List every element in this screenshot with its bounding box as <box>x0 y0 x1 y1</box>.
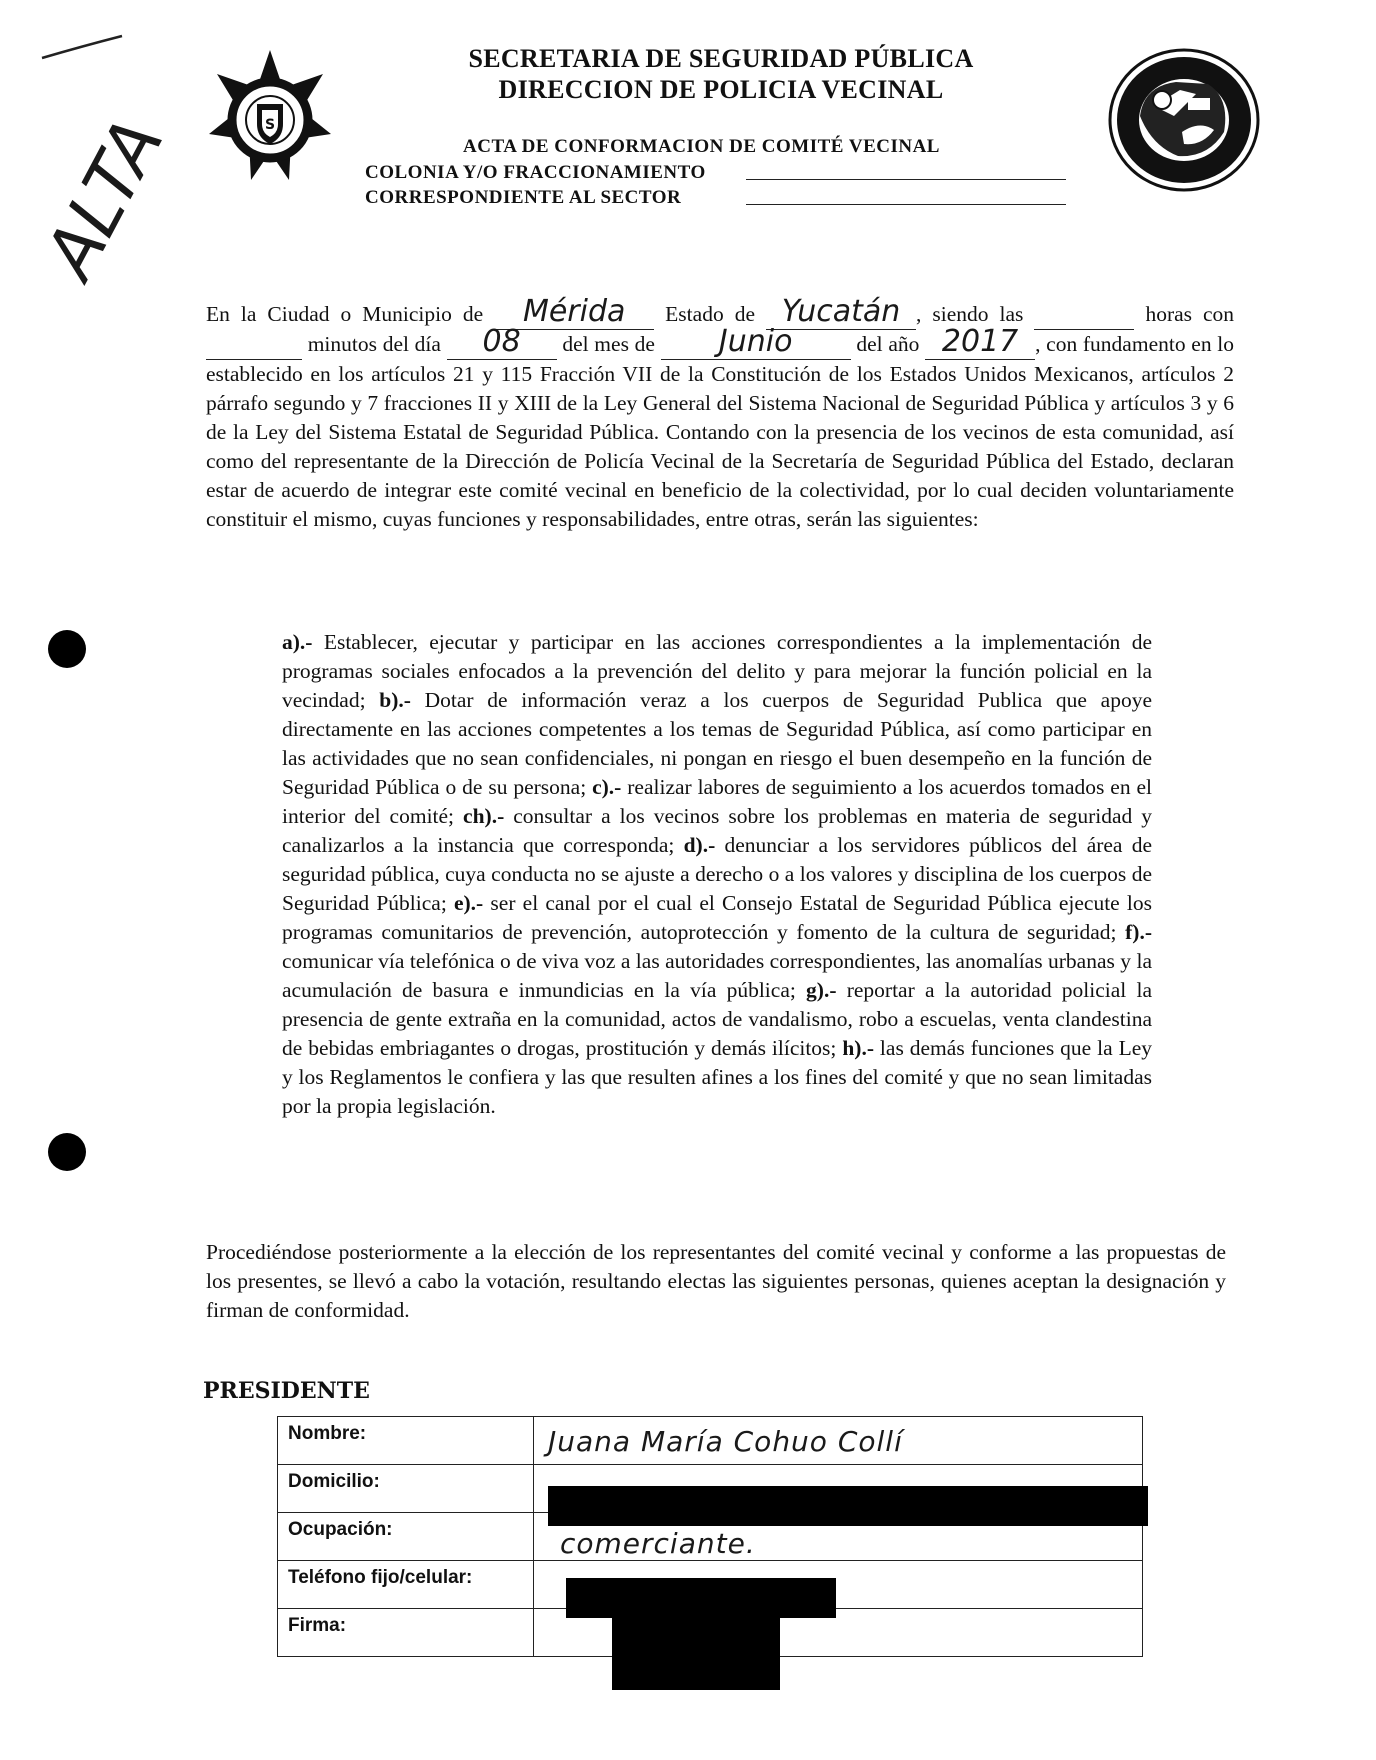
function-text: ser el canal por el cual el Consejo Estatal de Seguridad Pública ejecute los programas comunitarios de prevención, autoprotección y fomento de la cultura de seguridad; <box>282 891 1152 944</box>
function-letter: g).- <box>806 978 837 1002</box>
intro-text-7: del año <box>856 332 920 356</box>
state-handwritten: Yucatán <box>781 294 901 329</box>
signature-redaction <box>612 1612 780 1690</box>
function-letter: a).- <box>282 630 313 654</box>
name-label: Nombre: <box>278 1417 534 1465</box>
function-text: Dotar de información veraz a los cuerpos de Seguridad Publica que apoye directamente en las acciones competentes a los temas de Seguridad Pública, así como participar en las actividades que no sean confidenciales, ni pongan en riesgo el buen desempeño en la función de Seguridad Pública o de su persona; <box>282 688 1152 799</box>
functions-list <box>282 628 1152 1121</box>
name-handwritten: Juana María Cohuo Collí <box>548 1425 903 1458</box>
margin-note-handwritten: ALTA <box>28 105 180 291</box>
binder-hole-bottom <box>48 1133 86 1171</box>
function-text: reportar a la autoridad policial la presencia de gente extraña en la comunidad, actos de vandalismo, robo a escuelas, venta clandestina de bebidas embriagantes o drogas, prostitución y demás ilícitos; <box>282 978 1152 1060</box>
intro-text-4: horas con <box>1145 302 1235 326</box>
intro-text-3: , siendo las <box>916 302 1024 326</box>
occupation-handwritten: comerciante. <box>560 1527 756 1560</box>
header-title-line2: DIRECCION DE POLICIA VECINAL <box>498 75 944 104</box>
sector-label: CORRESPONDIENTE AL SECTOR <box>365 187 682 208</box>
phone-label: Teléfono fijo/celular: <box>278 1561 534 1609</box>
intro-text-6: del mes de <box>562 332 655 356</box>
function-letter: f).- <box>1125 920 1152 944</box>
sector-blank[interactable] <box>746 204 1066 205</box>
address-redaction <box>548 1486 1148 1526</box>
svg-text:S: S <box>264 117 276 133</box>
function-letter: d).- <box>683 833 716 857</box>
function-text: realizar labores de seguimiento a los acuerdos tomados en el interior del comité; <box>282 775 1152 828</box>
intro-text-5: minutos del día <box>307 332 441 356</box>
function-letter: c).- <box>592 775 622 799</box>
signature-label: Firma: <box>278 1609 534 1657</box>
colonia-label: COLONIA Y/O FRACCIONAMIENTO <box>365 162 706 183</box>
function-text: comunicar vía telefónica o de viva voz a las autoridades correspondientes, las anomalías urbanas y la acumulación de basura e inmundicias en la vía pública; <box>282 949 1152 1002</box>
hours-field[interactable] <box>1034 300 1134 330</box>
function-text: denunciar a los servidores públicos del área de seguridad pública, cuya conducta no se ajuste a derecho o a los valores y disciplina de los cuerpos de Seguridad Pública; <box>282 833 1152 915</box>
colonia-blank[interactable] <box>746 179 1066 180</box>
occupation-label: Ocupación: <box>278 1513 534 1561</box>
president-role-label: PRESIDENTE <box>203 1378 370 1404</box>
month-field[interactable] <box>661 324 851 360</box>
year-field[interactable] <box>925 324 1035 360</box>
act-title: ACTA DE CONFORMACION DE COMITÉ VECINAL <box>463 136 940 157</box>
intro-paragraph <box>206 294 1235 534</box>
name-value-cell[interactable] <box>534 1417 1143 1465</box>
function-text: Establecer, ejecutar y participar en las acciones correspondientes a la implementación de programas sociales enfocados a la prevención del delito y para mejorar la función policial en la vecindad; <box>282 630 1152 712</box>
intro-text-2: Estado de <box>665 302 755 326</box>
header-title-line1: SECRETARIA DE SEGURIDAD PÚBLICA <box>468 44 974 73</box>
closing-paragraph: Procediéndose posteriormente a la elección de los representantes del comité vecinal y conforme a las propuestas de los presentes, se llevó a cabo la votación, resultando electas las siguientes personas, quienes aceptan la designación y firman de conformidad. <box>206 1240 1226 1322</box>
binder-hole-top <box>48 630 86 668</box>
function-text: consultar a los vecinos sobre los problemas en materia de seguridad y canalizarlos a la instancia que corresponda; <box>282 804 1153 857</box>
function-text: las demás funciones que la Ley y los Reglamentos le confiera y las que resulten afines a los fines del comité y que no sean limitadas por la propia legislación. <box>282 1036 1152 1118</box>
function-letter: h).- <box>842 1036 874 1060</box>
address-label: Domicilio: <box>278 1465 534 1513</box>
function-letter: b).- <box>379 688 411 712</box>
day-handwritten: 08 <box>482 324 521 359</box>
function-letter: ch).- <box>463 804 505 828</box>
day-field[interactable] <box>447 324 557 360</box>
intro-text-1: En la Ciudad o Municipio de <box>206 302 484 326</box>
month-handwritten: Junio <box>718 324 793 359</box>
year-handwritten: 2017 <box>941 324 1019 359</box>
function-letter: e).- <box>453 891 484 915</box>
name-row <box>278 1417 1143 1465</box>
minutes-field[interactable] <box>206 330 302 360</box>
intro-text-8: , con fundamento en lo establecido en los artículos 21 y 115 Fracción VII de la Constitución de los Estados Unidos Mexicanos, artículos 2 párrafo segundo y 7 fracciones II y XIII de la Ley General del Sistema Nacional de Seguridad Pública y artículos 3 y 6 de la Ley del Sistema Estatal de Seguridad Pública. Contando con la presencia de los vecinos de esta comunidad, así como del representante de la Dirección de Policía Vecinal de la Secretaría de Seguridad Pública del Estado, declaran estar de acuerdo de integrar este comité vecinal en beneficio de la colectividad, por lo cual deciden voluntariamente constituir el mismo, cuyas funciones y responsabilidades, entre otras, serán las siguientes: <box>206 332 1235 531</box>
city-handwritten: Mérida <box>522 294 626 329</box>
